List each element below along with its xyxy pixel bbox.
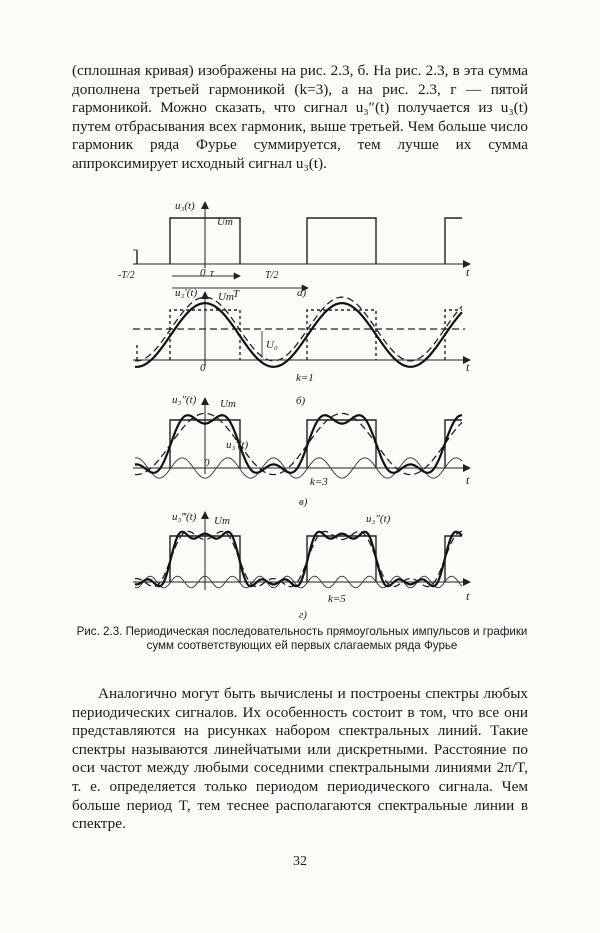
paragraph-top: (сплошная кривая) изображены на рис. 2.3, б. На рис. 2.3, в эта сумма дополнена третьей гармоникой (k=3), а на рис. 2.3, г — пятой гармоникой. Можно сказать, что сигнал u₃″(t) получается из u₃(t) путем отбрасывания всех гармоник, выше третьей. Чем больше число гармоник ряда Фурье суммируется, тем лучше их сумма аппроксимирует исходный сигнал u₃(t). (72, 62, 528, 172)
panel-c-t-label: t (466, 473, 470, 487)
panel-d-prev-sum: u₃″(t) (366, 513, 391, 525)
panel-c (133, 394, 470, 508)
panel-b (133, 287, 470, 407)
panel-a-period: T (233, 288, 240, 300)
panel-c-sum-curve (135, 415, 462, 473)
panel-b-k-label: k=1 (296, 372, 314, 384)
panel-b-y-label: u₃′(t) (175, 287, 198, 299)
panel-b-sum-curve (135, 303, 462, 367)
panel-d-prev-sum (135, 531, 462, 586)
panel-b-pulse-train (137, 310, 462, 360)
panel-d-pulse-train (170, 536, 462, 582)
panel-a-half: T/2 (265, 270, 279, 281)
paragraph-bottom: Аналогично могут быть вычислены и построены спектры любых периодических сигналов. Их особенность состоит в том, что все они представляются на рисунках набором спектральных линий. Такие спектры называются линейчатыми или дискретными. Расстояние по оси частот между любыми соседними спектральными линиями 2π/T, т. е. определяется только периодом периодического сигнала. Чем больше период T, тем теснее располагаются спектральные линии в спектре. (72, 685, 528, 833)
panel-a-tau: τ (210, 267, 214, 279)
panel-c-origin: 0 (204, 457, 210, 469)
panel-d-amplitude: Um (214, 515, 230, 527)
panel-a-y-label: u₃(t) (175, 200, 195, 212)
page-number: 32 (293, 854, 307, 869)
panel-d-sum-curve (135, 532, 462, 587)
panel-a-amplitude: Um (217, 216, 233, 228)
panel-a (118, 200, 470, 300)
panel-a-origin: 0 (200, 267, 206, 279)
panel-c-amplitude: Um (220, 398, 236, 410)
panel-b-tag: б) (296, 395, 306, 407)
panel-b-origin: 0 (200, 362, 206, 374)
panel-c-k-label: k=3 (310, 476, 328, 488)
figure-caption: Рис. 2.3. Периодическая последовательность прямоугольных импульсов и графики сумм соответствующих ей первых слагаемых ряда Фурье (76, 625, 528, 652)
panel-a-t-label: t (466, 265, 470, 279)
panel-a-minus-half: -T/2 (118, 270, 135, 281)
panel-c-prev-sum: u₃′(t) (226, 439, 249, 451)
panel-c-tag: в) (299, 496, 308, 508)
panel-a-tag: а) (297, 287, 307, 299)
panel-a-pulse-train (137, 218, 462, 264)
panel-d-tag: г) (299, 609, 307, 621)
panel-b-offset: U₀ (266, 339, 278, 351)
panel-d-t-label: t (466, 589, 470, 603)
panel-d (133, 511, 470, 621)
panel-b-t-label: t (466, 360, 470, 374)
panel-c-pulse-train (170, 420, 462, 468)
panel-d-y-label: u₃‴(t) (172, 511, 197, 523)
panel-d-k-label: k=5 (328, 593, 346, 605)
panel-b-amplitude: Um (218, 291, 234, 303)
panel-c-y-label: u₃″(t) (172, 394, 197, 406)
